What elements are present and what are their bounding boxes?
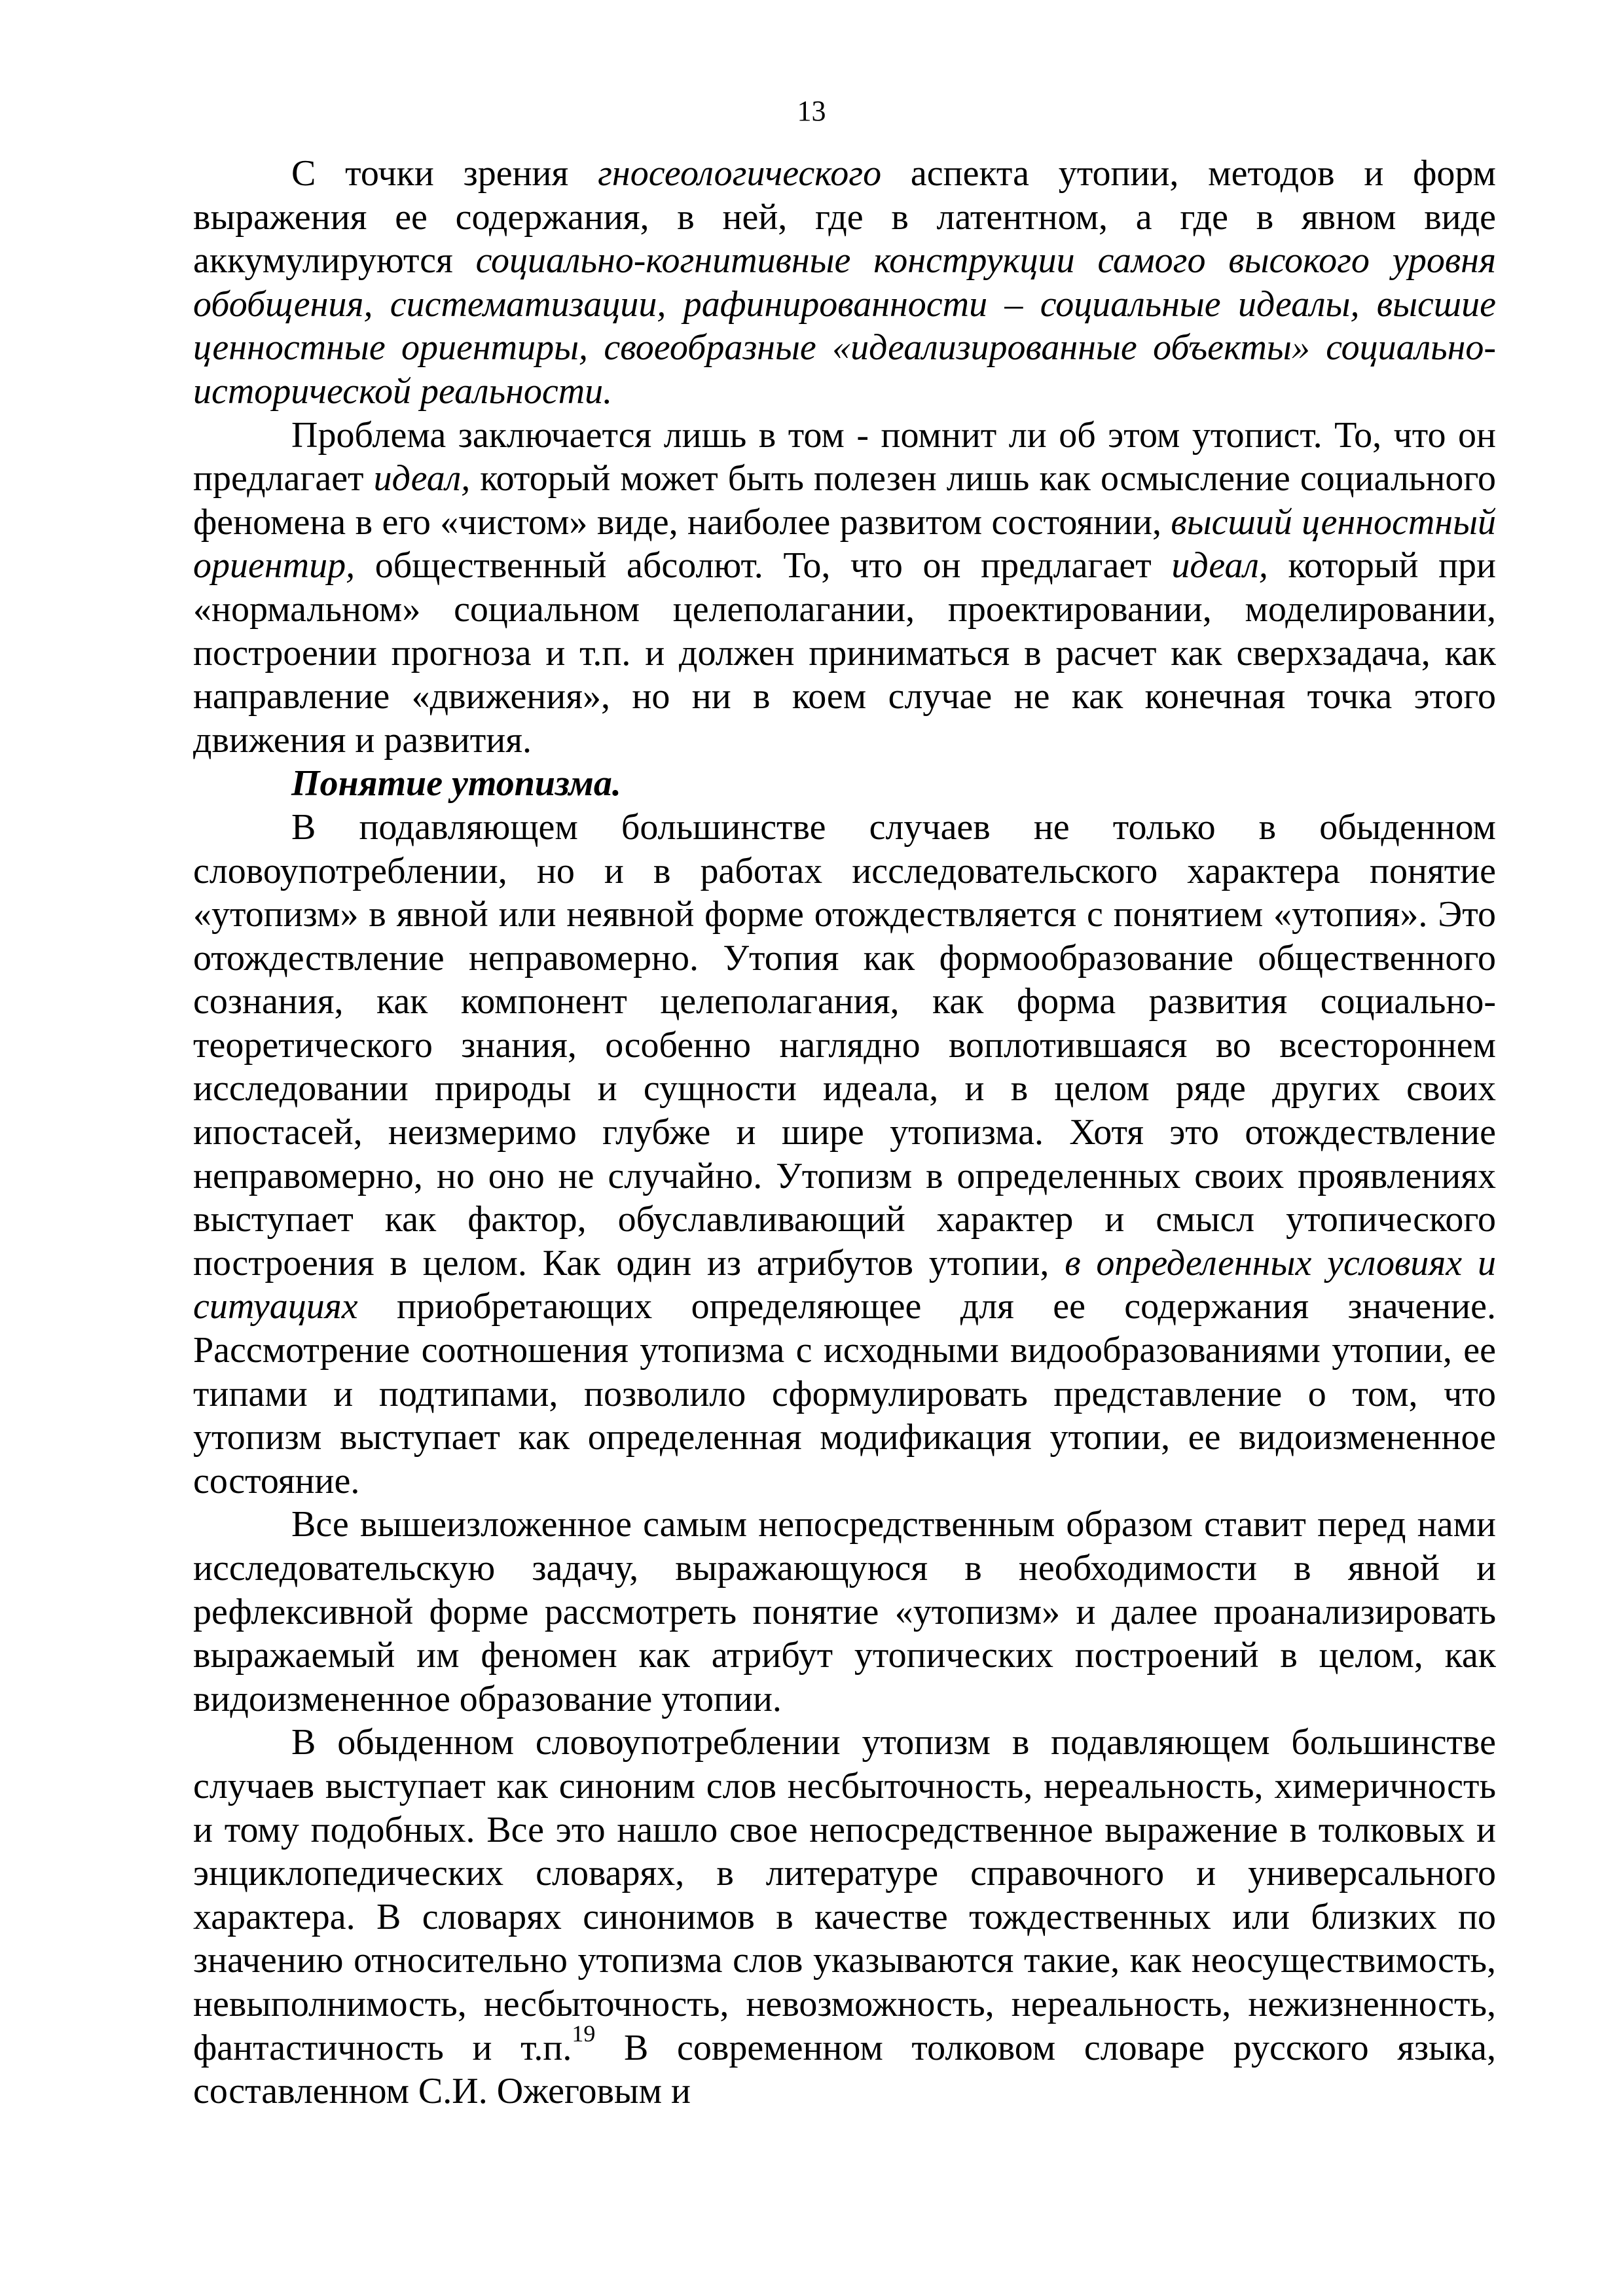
text-run: В современном толковом словаре русского языка, составленном С.И. Ожеговым и [193, 2027, 1496, 2112]
text-run: Проблема заключается лишь в том - помнит ли об этом утопист. То, что он предлагает [193, 414, 1496, 499]
italic-term: гносеологического [598, 153, 882, 194]
text-run: который может быть полезен лишь как осмысление социального феномена в его «чистом» виде, наиболее развитом состоянии, [193, 458, 1496, 543]
text-run: приобретающих определяющее для ее содержания значение. Рассмотрение соотношения утопизма с исходными видообразованиями утопии, ее типами и подтипами, позволило сформулировать представление о том, что утопизм выступает как определенная модификация утопии, ее видоизмененное состояние. [193, 1286, 1496, 1501]
paragraph-dictionaries [193, 1721, 1496, 2113]
page-number: 13 [797, 95, 826, 127]
paragraph-research-task: Все вышеизложенное самым непосредственным образом ставит перед нами исследовательскую задачу, выражающуюся в необходимости в явной и рефлексивной форме рассмотреть понятие «утопизм» и далее проанализировать выражаемый им феномен как атрибут утопических построений в целом, как видоизмененное образование утопии. [193, 1504, 1496, 1719]
text-run: общественный абсолют. То, что он предлагает [355, 545, 1172, 586]
text-run: В подавляющем большинстве случаев не только в обыденном словоупотреблении, но и в работах исследовательского характера понятие «утопизм» в явной или неявной форме отождествляется с понятием «утопия». Это отождествление неправомерно. Утопия как формообразование общественного сознания, как компонент целеполагания, как форма развития социально-теоретического знания, особенно наглядно воплотившаяся во всестороннем исследовании природы и сущности идеала, и в целом ряде других своих ипостасей, неизмеримо глубже и шире утопизма. Хотя это отождествление неправомерно, но оно не случайно. Утопизм в определенных своих проявлениях выступает как фактор, обуславливающий характер и смысл утопического построения в целом. Как один из атрибутов утопии, [193, 806, 1496, 1283]
text-run: В обыденном словоупотреблении утопизм в подавляющем большинстве случаев выступает как синоним слов несбыточность, нереальность, химеричность и тому подобных. Все это нашло свое непосредственное выражение в толковых и энциклопедических словарях, в литературе справочного и универсального характера. В словарях синонимов в качестве тождественных или близких по значению относительно утопизма слов указываются такие, как неосуществимость, невыполнимость, несбыточность, невозможность, нереальность, нежизненность, фантастичность и т.п. [193, 1722, 1496, 2068]
italic-phrase: высший ценностный ориентир, [193, 501, 1496, 586]
paragraph-problem [193, 414, 1496, 762]
text-run: аспекта утопии, методов и форм выражения ее содержания, в ней, где в латентном, а где в явном виде аккумулируются [193, 153, 1496, 281]
italic-term: идеал, [1171, 545, 1268, 586]
paragraph-utopism-definition [193, 806, 1496, 1503]
italic-phrase: социально-когнитивные конструкции самого высокого уровня обобщения, систематизации, рафинированности – социальные идеалы, высшие ценностные ориентиры, своеобразные «идеализированные объекты» социально-исторической реальности. [193, 240, 1496, 412]
italic-phrase: в определенных условиях и ситуациях [193, 1242, 1497, 1327]
section-heading: Понятие утопизма. [291, 763, 621, 804]
paragraph-gnoseological [193, 152, 1496, 414]
text-run: С точки зрения [291, 153, 598, 194]
body-text [193, 152, 1496, 2113]
italic-term: идеал, [373, 458, 471, 499]
text-run: который при «нормальном» социальном целеполагании, проектировании, моделировании, построении прогноза и т.п. и должен приниматься в расчет как сверхзадача, как направление «движения», но ни в коем случае не как конечная точка этого движения и развития. [193, 545, 1496, 761]
footnote-reference[interactable]: 19 [572, 2020, 596, 2047]
